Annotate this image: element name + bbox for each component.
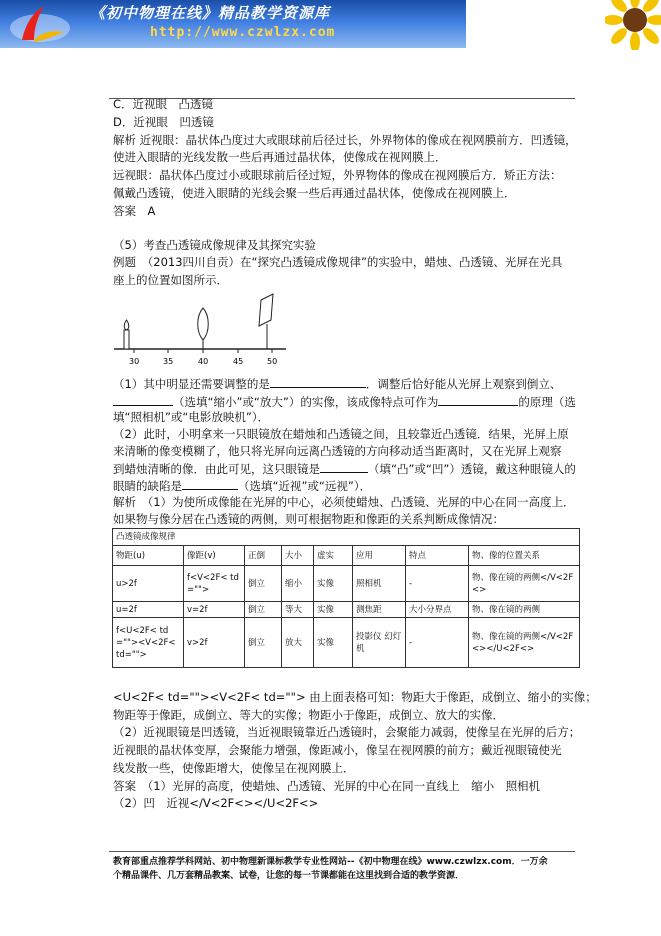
analysis-line-2: 使进入眼睛的光线发散一些后再通过晶状体，使像成在视网膜上．: [113, 150, 447, 164]
lens-imaging-table: [112, 528, 580, 668]
after-table-line-2: 物距等于像距，成倒立、等大的实像；物距小于像距，成倒立、放大的实像．: [113, 708, 504, 722]
question-1-line-1: （1）其中明显还需要调整的是 ．调整后恰好能从光屏上观察到倒立、: [113, 377, 562, 391]
after-table-line-3: （2）近视眼镜是凹透镜，当近视眼镜靠近凸透镜时，会聚能力减弱，使像呈在光屏的后方；: [113, 725, 581, 739]
header-banner: [0, 0, 466, 48]
table-header: 物、像的位置关系: [469, 546, 580, 566]
convex-lens: [198, 308, 209, 349]
blank: [182, 477, 238, 490]
final-answer-line-2: （2）凹 近视</V<2F<></U<2F<>: [113, 796, 319, 810]
table-header: 物距(u): [113, 546, 184, 566]
after-table-line-5: 线发散一些，使像距增大，使像呈在视网膜上．: [113, 761, 355, 775]
tick-label: 35: [163, 357, 174, 366]
section-heading: （5）考查凸透镜成像规律及其探究实验: [113, 238, 316, 252]
blank: [320, 460, 368, 473]
table-header: 特点: [406, 546, 469, 566]
question-1-line-2: （选填“缩小”或“放大”）的实像，该成像特点可作为 的原理（选: [113, 393, 576, 411]
option-d: D．近视眼 凹透镜: [113, 115, 214, 129]
candle: [124, 320, 129, 349]
solution-line-2: 如果物与像分居在凸透镜的两侧，则可根据物距和像距的关系判断成像情况：: [113, 512, 504, 526]
example-line-2: 座上的位置如图所示．: [113, 273, 228, 287]
table-caption: 凸透镜成像规律: [113, 529, 580, 546]
tick-label: 40: [198, 357, 209, 366]
table-row: f<U<2F< td=""><V<2F< td=""> v>2f 倒立 放大 实像 投影仪 幻灯机 - 物、像在镜的两侧</V<2F<></U<2F<>: [113, 618, 580, 668]
tick-label: 45: [233, 357, 244, 366]
answer-line: 答案 A: [113, 204, 156, 218]
tick-label: 50: [267, 357, 278, 366]
question-2-line-1: （2）此时，小明拿来一只眼镜放在蜡烛和凸透镜之间，且较靠近凸透镜．结果，光屏上原: [113, 427, 569, 441]
light-screen: [259, 294, 273, 349]
banner-title: 《初中物理在线》精品教学资源库: [90, 4, 331, 22]
question-2-line-2: 来清晰的像变模糊了，他只将光屏向远离凸透镜的方向移动适当距离时，又在光屏上观察: [113, 444, 562, 458]
option-c: C．近视眼 凸透镜: [113, 97, 214, 111]
question-2-line-3: 到蜡烛清晰的像．由此可见，这只眼镜是 （填“凸”或“凹”）透镜，戴这种眼镜人的: [113, 462, 576, 476]
analysis-line-4: 佩戴凸透镜，使进入眼睛的光线会聚一些后再通过晶状体，使像成在视网膜上．: [113, 186, 516, 200]
final-answer-line-1: 答案 （1）光屏的高度，使蜡烛、凸透镜、光屏的中心在同一直线上 缩小 照相机: [113, 779, 541, 793]
optical-bench-figure: [110, 290, 290, 370]
table-header: 大小: [282, 546, 314, 566]
table-header: 正倒: [245, 546, 282, 566]
after-table-line-4: 近视眼的晶状体变厚，会聚能力增强，像距减小，像呈在视网膜的前方；戴近视眼镜使光: [113, 743, 562, 757]
footer-line-1: 教育部重点推荐学科网站、初中物理新课标教学专业性网站--《初中物理在线》www.czwlzx.com．一万余: [113, 857, 548, 867]
table-header: 应用: [353, 546, 406, 566]
example-line-1: 例题 （2013四川自贡）在“探究凸透镜成像规律”的实验中，蜡烛、凸透镜、光屏在光具: [113, 255, 563, 269]
banner-url[interactable]: http://www.czwlzx.com: [150, 25, 336, 40]
question-1-line-3: 填“照相机”或“电影放映机”）．: [113, 410, 270, 424]
table-row: u>2f f<V<2F< td=""> 倒立 缩小 实像 照相机 - 物、像在镜的两侧</V<2F<>: [113, 566, 580, 602]
tick-label: 30: [129, 357, 140, 366]
after-table-line-1: <U<2F< td=""><V<2F< td=""> 由上面表格可知：物距大于像距，成倒立、缩小的实像；: [113, 690, 597, 704]
analysis-line-3: 远视眼：晶状体凸度过小或眼球前后径过短，外界物体的像成在视网膜后方．矫正方法：: [113, 168, 562, 182]
analysis-line-1: 解析 近视眼：晶状体凸度过大或眼球前后径过长，外界物体的像成在视网膜前方．凹透镜，: [113, 133, 577, 147]
table-row: u=2f v=2f 倒立 等大 实像 测焦距 大小分界点 物、像在镜的两侧: [113, 602, 580, 618]
logo-icon: [4, 2, 74, 46]
footer-line-2: 个精品课件、几万套精品教案、试卷，让您的每一节课都能在这里找到合适的教学资源．: [113, 871, 465, 881]
blank: [113, 393, 173, 406]
blank: [438, 393, 518, 406]
footer-divider: [109, 851, 575, 852]
table-header: 虚实: [314, 546, 353, 566]
solution-line-1: 解析 （1）为使所成像能在光屏的中心，必须使蜡烛、凸透镜、光屏的中心在同一高度上．: [113, 495, 575, 509]
table-header: 像距(v): [184, 546, 245, 566]
question-2-line-4: 眼睛的缺陷是 （选填“近视”或“远视”）．: [113, 479, 372, 493]
blank: [270, 375, 366, 388]
